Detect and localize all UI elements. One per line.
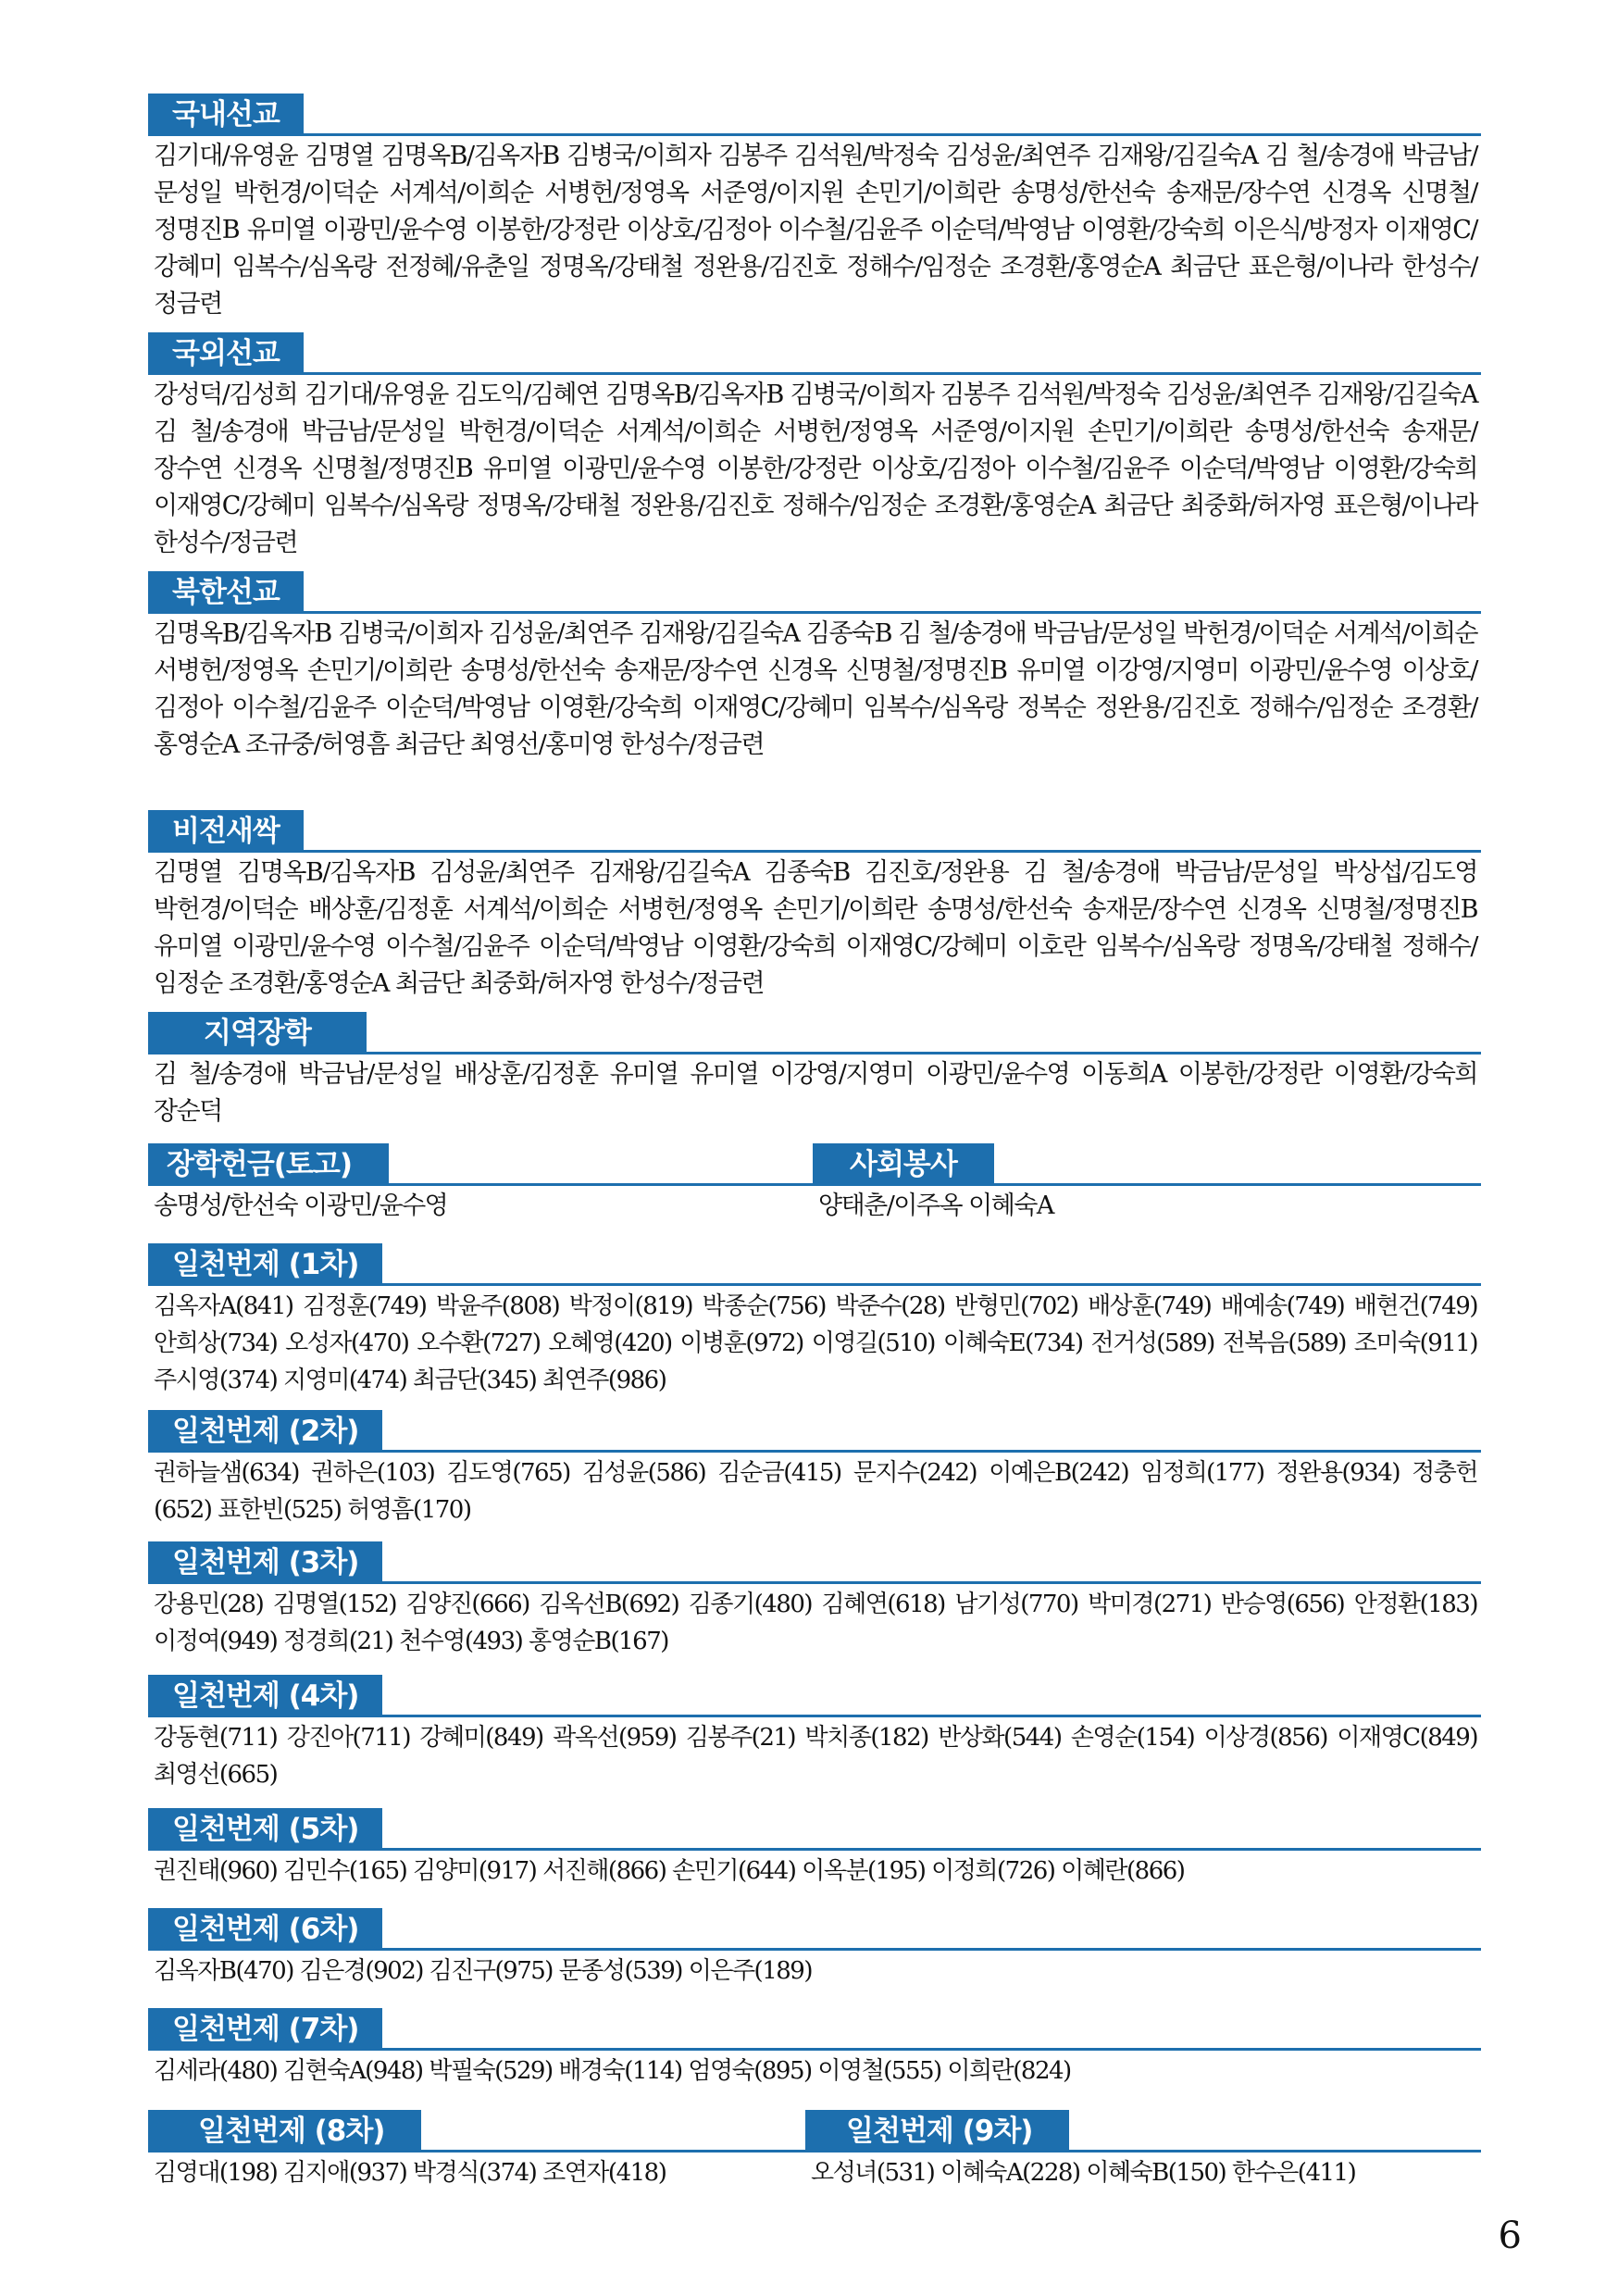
section-title: 북한선교: [148, 571, 304, 614]
section-title: 일천번제 (5차): [148, 1808, 382, 1851]
section-thousand-offering-6: [148, 1905, 1481, 1990]
section-text: 양태춘/이주옥 이혜숙A: [818, 1192, 1053, 1220]
section-northkorea-mission: [148, 568, 1481, 764]
section-title: 일천번제 (4차): [148, 1675, 382, 1717]
section-title: 일천번제 (9차): [805, 2110, 1069, 2152]
section-text: 김 철/송경애 박금남/문성일 배상훈/김정훈 유미열 유미열 이강영/지영미 이광민/윤수영 이동희A 이봉한/강정란 이영환/강숙희 장순덕: [154, 1060, 1477, 1126]
section-title: 국외선교: [148, 332, 304, 375]
section-header: [148, 807, 1481, 853]
section-header: [813, 1141, 1481, 1186]
section-header: [148, 1407, 1481, 1453]
section-header: [805, 2107, 1481, 2152]
section-text: 김옥자A(841) 김정훈(749) 박윤주(808) 박정이(819) 박종순(756) 박준수(28) 반형민(702) 배상훈(749) 배예송(749) 배현건(749) 안희상(734) 오성자(470) 오수환(727) 오혜영(420) 이병훈(972) 이영길(510) 이혜숙E(734) 전거성(589) 전복음(589) 조미숙(911) 주시영(374) 지영미(474) 최금단(345) 최연주(986): [154, 1292, 1477, 1394]
section-regional-scholarship: [148, 1009, 1481, 1130]
section-scholarship-offering: [148, 1141, 815, 1225]
section-title: 장학헌금(토고): [148, 1143, 389, 1186]
section-thousand-offering-3: [148, 1539, 1481, 1660]
section-header: [148, 2107, 815, 2152]
section-title: 일천번제 (1차): [148, 1243, 382, 1286]
section-text: 오성녀(531) 이혜숙A(228) 이혜숙B(150) 한수은(411): [811, 2159, 1356, 2187]
section-title: 일천번제 (3차): [148, 1541, 382, 1584]
section-thousand-offering-9: [805, 2107, 1481, 2191]
section-header: [148, 1905, 1481, 1951]
page-number: 6: [1498, 2215, 1522, 2257]
section-title: 비전새싹: [148, 810, 304, 853]
section-text: 강동현(711) 강진아(711) 강혜미(849) 곽옥선(959) 김봉주(21) 박치종(182) 반상화(544) 손영순(154) 이상경(856) 이재영C(849) 최영선(665): [154, 1724, 1477, 1789]
section-title: 사회봉사: [813, 1143, 994, 1186]
section-text: 권하늘샘(634) 권하은(103) 김도영(765) 김성윤(586) 김순금(415) 문지수(242) 이예은B(242) 임정희(177) 정완용(934) 정충헌(652) 표한빈(525) 허영흠(170): [154, 1459, 1477, 1524]
section-title: 일천번제 (6차): [148, 1908, 382, 1951]
section-title: 일천번제 (7차): [148, 2008, 382, 2051]
section-text: 권진태(960) 김민수(165) 김양미(917) 서진해(866) 손민기(644) 이옥분(195) 이정희(726) 이혜란(866): [154, 1857, 1185, 1885]
section-title: 일천번제 (2차): [148, 1410, 382, 1453]
section-social-service: [813, 1141, 1481, 1225]
section-thousand-offering-8: [148, 2107, 815, 2191]
section-text: 김명옥B/김옥자B 김병국/이희자 김성윤/최연주 김재왕/김길숙A 김종숙B 김 철/송경애 박금남/문성일 박헌경/이덕순 서계석/이희순 서병헌/정영옥 손민기/이희란 송명성/한선숙 송재문/장수연 신경옥 신명철/정명진B 유미열 이강영/지영미 이광민/윤수영 이상호/김정아 이수철/김윤주 이순덕/박영남 이영환/강숙희 이재영C/강혜미 임복수/심옥랑 정복순 정완용/김진호 정해수/임정순 조경환/홍영순A 조규중/허영흠 최금단 최영선/홍미영 한성수/정금련: [154, 619, 1477, 759]
section-header: [148, 1539, 1481, 1584]
section-thousand-offering-5: [148, 1805, 1481, 1890]
section-header: [148, 1141, 815, 1186]
section-text: 강성덕/김성희 김기대/유영윤 김도익/김혜연 김명옥B/김옥자B 김병국/이희자 김봉주 김석원/박정숙 김성윤/최연주 김재왕/김길숙A 김 철/송경애 박금남/문성일 박헌경/이덕순 서계석/이희순 서병헌/정영옥 서준영/이지원 손민기/이희란 송명성/한선숙 송재문/장수연 신경옥 신명철/정명진B 유미열 이광민/윤수영 이봉한/강정란 이상호/김정아 이수철/김윤주 이순덕/박영남 이영환/강숙희 이재영C/강혜미 임복수/심옥랑 정명옥/강태철 정완용/김진호 정해수/임정순 조경환/홍영순A 최금단 최중화/허자영 표은형/이나라 한성수/정금련: [154, 381, 1477, 557]
section-header: [148, 1805, 1481, 1851]
section-title: 국내선교: [148, 94, 304, 136]
section-header: [148, 2005, 1481, 2051]
section-thousand-offering-4: [148, 1672, 1481, 1793]
section-text: 김기대/유영윤 김명열 김명옥B/김옥자B 김병국/이희자 김봉주 김석원/박정숙 김성윤/최연주 김재왕/김길숙A 김 철/송경애 박금남/문성일 박헌경/이덕순 서계석/이희순 서병헌/정영옥 서준영/이지원 손민기/이희란 송명성/한선숙 송재문/장수연 신경옥 신명철/정명진B 유미열 이광민/윤수영 이봉한/강정란 이상호/김정아 이수철/김윤주 이순덕/박영남 이영환/강숙희 이은식/방정자 이재영C/강혜미 임복수/심옥랑 전정혜/유춘일 정명옥/강태철 정완용/김진호 정해수/임정순 조경환/홍영순A 최금단 표은형/이나라 한성수/정금련: [154, 142, 1477, 318]
section-thousand-offering-7: [148, 2005, 1481, 2090]
section-header: [148, 1009, 1481, 1054]
section-thousand-offering-1: [148, 1241, 1481, 1399]
section-thousand-offering-2: [148, 1407, 1481, 1529]
section-domestic-mission: [148, 91, 1481, 323]
section-text: 강용민(28) 김명열(152) 김양진(666) 김옥선B(692) 김종기(480) 김혜연(618) 남기성(770) 박미경(271) 반승영(656) 안정환(183) 이정여(949) 정경희(21) 천수영(493) 홍영순B(167): [154, 1591, 1477, 1655]
section-header: [148, 91, 1481, 136]
section-overseas-mission: [148, 330, 1481, 562]
section-text: 김명열 김명옥B/김옥자B 김성윤/최연주 김재왕/김길숙A 김종숙B 김진호/정완용 김 철/송경애 박금남/문성일 박상섭/김도영 박헌경/이덕순 배상훈/김정훈 서계석/이희순 서병헌/정영옥 손민기/이희란 송명성/한선숙 송재문/장수연 신경옥 신명철/정명진B 유미열 이광민/윤수영 이수철/김윤주 이순덕/박영남 이영환/강숙희 이재영C/강혜미 이호란 임복수/심옥랑 정명옥/강태철 정해수/임정순 조경환/홍영순A 최금단 최중화/허자영 한성수/정금련: [154, 858, 1477, 998]
section-header: [148, 330, 1481, 375]
section-title: 일천번제 (8차): [148, 2110, 421, 2152]
section-text: 김옥자B(470) 김은경(902) 김진구(975) 문종성(539) 이은주(189): [154, 1957, 812, 1985]
section-header: [148, 1241, 1481, 1286]
section-title: 지역장학: [148, 1012, 367, 1054]
section-vision-sprout: [148, 807, 1481, 1003]
section-header: [148, 568, 1481, 614]
section-text: 김세라(480) 김현숙A(948) 박필숙(529) 배경숙(114) 엄영숙(895) 이영철(555) 이희란(824): [154, 2057, 1071, 2085]
section-header: [148, 1672, 1481, 1717]
section-text: 김영대(198) 김지애(937) 박경식(374) 조연자(418): [154, 2159, 666, 2187]
section-text: 송명성/한선숙 이광민/윤수영: [154, 1192, 448, 1220]
